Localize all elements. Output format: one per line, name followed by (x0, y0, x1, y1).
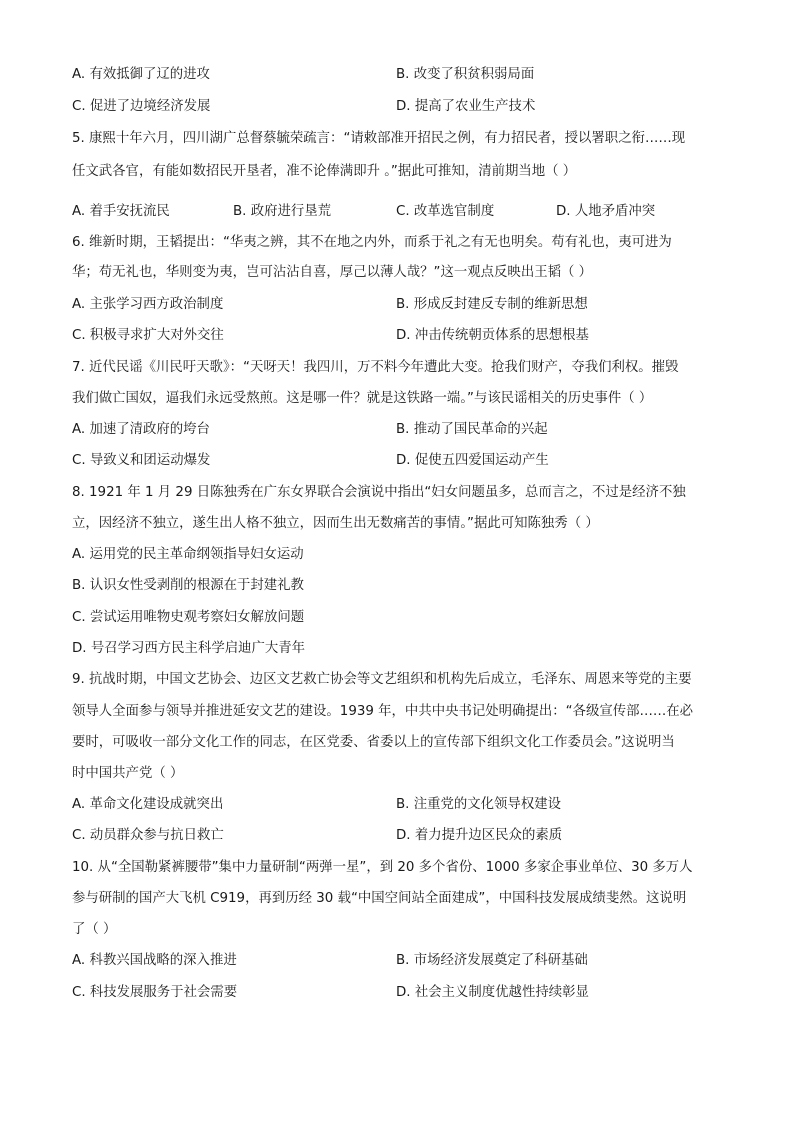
q10-stem-line-1: 10. 从“全国勒紧裤腰带”集中力量研制“两弹一星”，到 20 多个省份、1000 多家企事业单位、30 多万人 (72, 860, 693, 875)
q5-option-d: D. 人地矛盾冲突 (556, 204, 656, 219)
q7-stem-line-1: 7. 近代民谣《川民吁天歌》：“天呀天！我四川，万不料今年遭此大变。抢我们财产，夺我们利权。摧毁 (72, 360, 679, 375)
q9-option-c: C. 动员群众参与抗日救亡 (72, 828, 224, 843)
q7-stem-line-2: 我们做亡国奴，逼我们永远受熬煎。这是哪一件？就是这铁路一端。”与该民谣相关的历史事件（ ） (72, 391, 653, 406)
q10-option-a: A. 科教兴国战略的深入推进 (72, 953, 237, 968)
q7-option-d: D. 促使五四爱国运动产生 (396, 453, 549, 468)
q7-option-a: A. 加速了清政府的垮台 (72, 422, 210, 437)
q8-option-b: B. 认识女性受剥削的根源在于封建礼教 (72, 578, 304, 593)
q6-stem-line-1: 6. 维新时期，王韬提出：“华夷之辨，其不在地之内外，而系于礼之有无也明矣。苟有礼也，夷可进为 (72, 235, 672, 250)
q10-option-b: B. 市场经济发展奠定了科研基础 (396, 953, 588, 968)
q6-option-b: B. 形成反封建反专制的维新思想 (396, 297, 588, 312)
q6-option-c: C. 积极寻求扩大对外交往 (72, 328, 224, 343)
q10-stem-line-2: 参与研制的国产大飞机 C919，再到历经 30 载“中国空间站全面建成”，中国科技发展成绩斐然。这说明 (72, 891, 687, 906)
q6-option-d: D. 冲击传统朝贡体系的思想根基 (396, 328, 589, 343)
q9-option-b: B. 注重党的文化领导权建设 (396, 797, 561, 812)
q4-option-d: D. 提高了农业生产技术 (396, 99, 536, 114)
q9-stem-line-4: 时中国共产党（ ） (72, 766, 184, 781)
q6-option-a: A. 主张学习西方政治制度 (72, 297, 224, 312)
q8-option-d: D. 号召学习西方民主科学启迪广大青年 (72, 641, 306, 656)
q5-stem-line-1: 5. 康熙十年六月，四川湖广总督蔡毓荣疏言：“请敕部准开招民之例，有力招民者，授以署职之衔……现 (72, 131, 686, 146)
q4-option-b: B. 改变了积贫积弱局面 (396, 67, 535, 82)
q9-stem-line-1: 9. 抗战时期，中国文艺协会、边区文艺救亡协会等文艺组织和机构先后成立，毛泽东、周恩来等党的主要 (72, 672, 692, 687)
q9-option-d: D. 着力提升边区民众的素质 (396, 828, 563, 843)
q8-option-c: C. 尝试运用唯物史观考察妇女解放问题 (72, 610, 305, 625)
q8-stem-line-1: 8. 1921 年 1 月 29 日陈独秀在广东女界联合会演说中指出“妇女问题虽多，总而言之，不过是经济不独 (72, 485, 686, 500)
q7-option-b: B. 推动了国民革命的兴起 (396, 422, 548, 437)
q9-option-a: A. 革命文化建设成就突出 (72, 797, 224, 812)
q9-stem-line-2: 领导人全面参与领导并推进延安文艺的建设。1939 年，中共中央书记处明确提出：“各级宣传部……在必 (72, 704, 694, 719)
q10-option-d: D. 社会主义制度优越性持续彰显 (396, 985, 589, 1000)
q8-stem-line-2: 立，因经济不独立，遂生出人格不独立，因而生出无数痛苦的事情。”据此可知陈独秀（ ） (72, 516, 599, 531)
q5-stem-line-2: 任文武各官，有能如数招民开垦者，准不论俸满即升 。”据此可推知，清前期当地（ ） (72, 164, 577, 179)
q9-stem-line-3: 要时，可吸收一部分文化工作的同志，在区党委、省委以上的宣传部下组织文化工作委员会。”这说明当 (72, 735, 675, 750)
q6-stem-line-2: 华；苟无礼也，华则变为夷，岂可沾沾自喜，厚己以薄人哉？”这一观点反映出王韬（ ） (72, 265, 593, 280)
q10-option-c: C. 科技发展服务于社会需要 (72, 985, 238, 1000)
q5-option-a: A. 着手安抚流民 (72, 204, 170, 219)
q5-option-b: B. 政府进行垦荒 (233, 204, 332, 219)
q8-option-a: A. 运用党的民主革命纲领指导妇女运动 (72, 547, 304, 562)
q4-option-a: A. 有效抵御了辽的进攻 (72, 67, 210, 82)
q10-stem-line-3: 了（ ） (72, 922, 117, 937)
q7-option-c: C. 导致义和团运动爆发 (72, 453, 211, 468)
q5-option-c: C. 改革选官制度 (396, 204, 495, 219)
q4-option-c: C. 促进了边境经济发展 (72, 99, 211, 114)
